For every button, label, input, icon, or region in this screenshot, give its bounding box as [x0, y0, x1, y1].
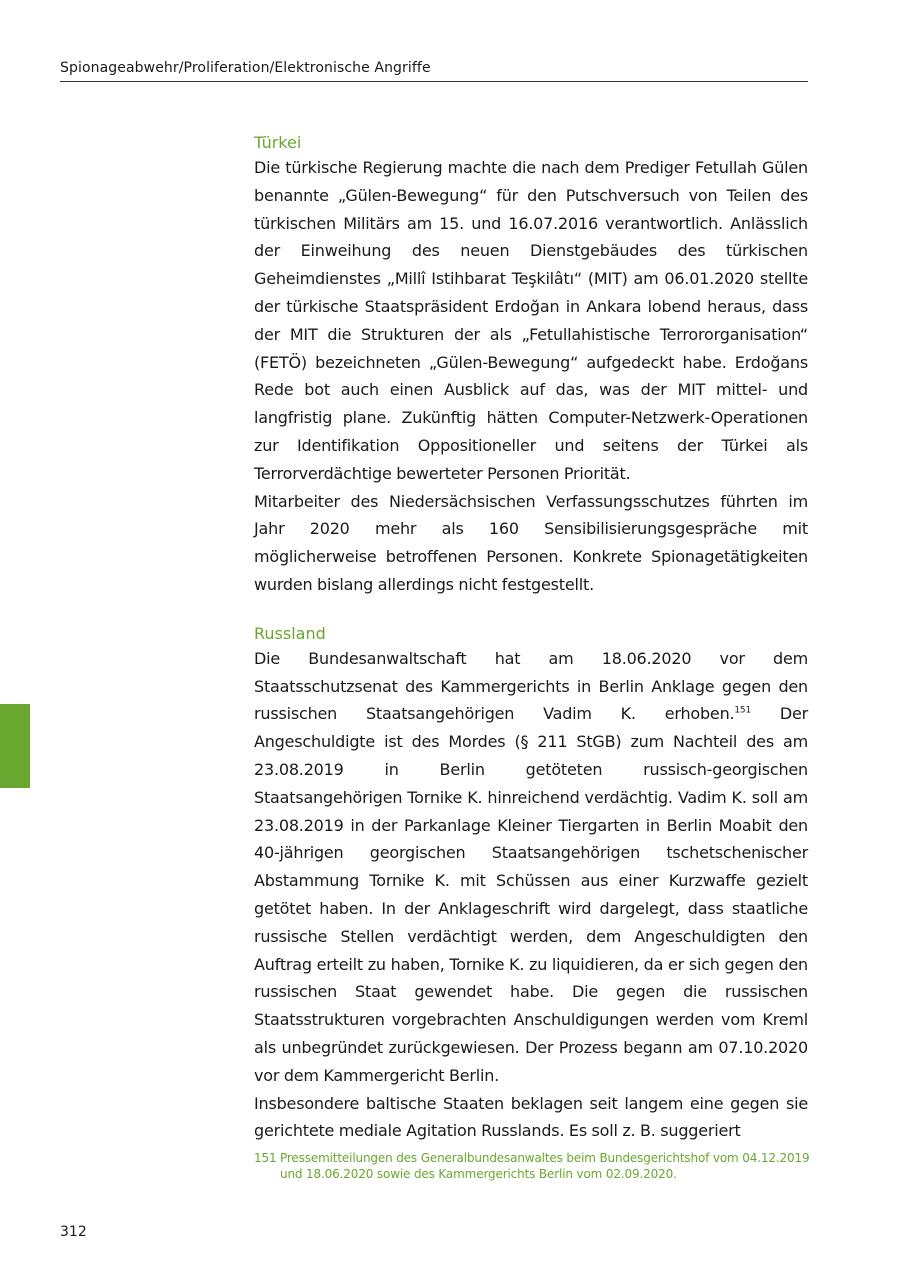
section-heading-russland: Russland — [254, 623, 326, 643]
paragraph-tuerkei-1: Die türkische Regierung machte die nach dem Prediger Fetullah Gülen benannte „Gülen-Bewegung“ für den Putschversuch von Teilen des türkischen Militärs am 15. und 16.07.2016 verantwortlich. Anlässlich der Einweihung des neuen Dienstgebäudes des türkischen Geheimdienstes „Millî Istihbarat Teşkilâtı“ (MIT) am 06.01.2020 stellte der türkische Staatspräsident Erdoğan in Ankara lobend heraus, dass der MIT die Strukturen der als „Fetullahistische Terrororganisation“ (FETÖ) bezeichneten „Gülen-Bewegung“ aufgedeckt habe. Erdoğans Rede bot auch einen Ausblick auf das, was der MIT mittel- und langfristig plane. Zukünftig hätten Computer-Netzwerk-Operationen zur Identifikation Oppositioneller und seitens der Türkei als Terrorverdächtige bewerteter Personen Priorität. — [254, 158, 808, 483]
paragraph-russland-2: Insbesondere baltische Staaten beklagen seit langem eine gegen sie gerichtete mediale Agitation Russlands. Es soll z. B. suggeriert — [254, 1093, 808, 1141]
section-spacer — [254, 599, 808, 623]
footnote-reference: 151 — [734, 706, 751, 717]
paragraph-russland-1-part-b: Der Angeschuldigte ist des Mordes (§ 211 StGB) zum Nachteil des am 23.08.2019 in Berlin getöteten russisch-georgischen Staatsangehörigen Tornike K. hinreichend verdächtig. Vadim K. soll am 23.08.2019 in der Parkanlage Kleiner Tiergarten in Berlin Moabit den 40-jährigen georgischen Staatsangehörigen tschetschenischer Abstammung Tornike K. mit Schüssen aus einer Kurzwaffe gezielt getötet haben. In der Anklageschrift wird dargelegt, dass staatliche russische Stellen verdächtigt werden, dem Angeschuldigten den Auftrag erteilt zu haben, Tornike K. zu liquidieren, da er sich gegen den russischen Staat gewendet habe. Die gegen die russischen Staatsstrukturen vorgebrachten Anschuldigungen werden vom Kreml als unbegründet zurückgewiesen. Der Prozess begann am 07.10.2020 vor dem Kammergericht Berlin. — [254, 704, 809, 1085]
paragraph-russland-1-part-a: Die Bundesanwaltschaft hat am 18.06.2020 vor dem Staatsschutzsenat des Kammergerichts in Berlin Anklage gegen den russischen Staatsangehörigen Vadim K. erhoben. — [254, 648, 808, 724]
main-content — [254, 132, 808, 1145]
page-number: 312 — [60, 1224, 87, 1240]
running-header: Spionageabwehr/Proliferation/Elektronische Angriffe — [60, 59, 808, 82]
section-heading-tuerkei: Türkei — [254, 133, 302, 152]
footnote — [254, 1151, 810, 1182]
footnote-text: Pressemitteilungen des Generalbundesanwaltes beim Bundesgerichtshof vom 04.12.2019 und 18.06.2020 sowie des Kammergerichts Berlin vom 02.09.2020. — [280, 1151, 810, 1181]
paragraph-russland-1 — [254, 645, 808, 1090]
chapter-side-tab — [0, 704, 30, 788]
paragraph-tuerkei-2: Mitarbeiter des Niedersächsischen Verfassungsschutzes führten im Jahr 2020 mehr als 160 Sensibilisierungsgespräche mit möglicherweise betroffenen Personen. Konkrete Spionagetätigkeiten wurden bislang allerdings nicht festgestellt. — [254, 491, 808, 594]
footnote-number: 151 — [254, 1151, 277, 1165]
